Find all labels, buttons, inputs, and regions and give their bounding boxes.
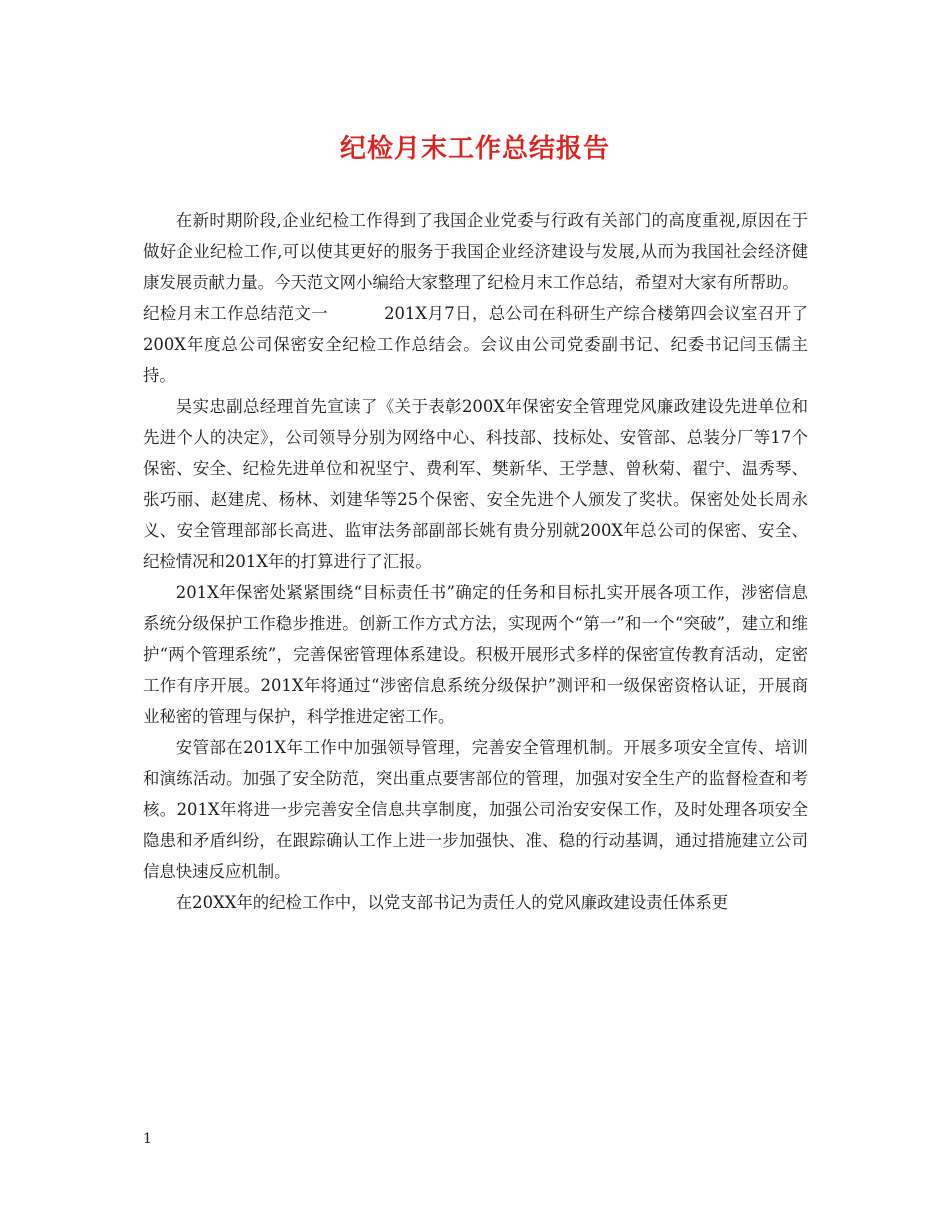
document-title: 纪检月末工作总结报告	[339, 134, 610, 164]
intro-paragraph: 在新时期阶段,企业纪检工作得到了我国企业党委与行政有关部门的高度重视,原因在于做好企业纪检工作,可以使其更好的服务于我国企业经济建设与发展,从而为我国社会经济健康发展贡献力量。今天范文网小编给大家整理了纪检月末工作总结，希望对大家有所帮助。	[143, 211, 808, 292]
page-number: 1	[143, 1131, 152, 1147]
awards-paragraph: 吴实忠副总经理首先宣读了《关于表彰200X年保密安全管理党风廉政建设先进单位和先进个人的决定》，公司领导分别为网络中心、科技部、技标处、安管部、总装分厂等17个保密、安全、纪检先进单位和祝坚宁、费利军、樊新华、王学慧、曾秋菊、翟宁、温秀琴、张巧丽、赵建虎、杨林、刘建华等25个保密、安全先进个人颁发了奖状。保密处处长周永义、安全管理部部长高进、监审法务部副部长姚有贵分别就200X年总公司的保密、安全、纪检情况和201X年的打算进行了汇报。	[143, 397, 808, 571]
safety-paragraph: 安管部在201X年工作中加强领导管理，完善安全管理机制。开展多项安全宣传、培训和演练活动。加强了安全防范，突出重点要害部位的管理，加强对安全生产的监督检查和考核。201X年将进一步完善安全信息共享制度，加强公司治安安保工作，及时处理各项安全隐患和矛盾纠纷，在跟踪确认工作上进一步加强快、准、稳的行动基调，通过措施建立公司信息快速反应机制。	[143, 738, 808, 881]
sample-label: 纪检月末工作总结范文一	[143, 304, 329, 323]
sample-text: 201X月7日，总公司在科研生产综合楼第四会议室召开了200X年度总公司保密安全纪检工作总结会。会议由公司党委副书记、纪委书记闫玉儒主持。	[143, 304, 808, 385]
secrecy-paragraph: 201X年保密处紧紧围绕“目标责任书”确定的任务和目标扎实开展各项工作，涉密信息系统分级保护工作稳步推进。创新工作方式方法，实现两个“第一”和一个“突破”，建立和维护“两个管理系统”，完善保密管理体系建设。积极开展形式多样的保密宣传教育活动，定密工作有序开展。201X年将通过“涉密信息系统分级保护”测评和一级保密资格认证，开展商业秘密的管理与保护，科学推进定密工作。	[143, 583, 808, 726]
document-body	[143, 205, 808, 918]
discipline-paragraph: 在20XX年的纪检工作中，以党支部书记为责任人的党风廉政建设责任体系更	[175, 893, 729, 912]
sample-paragraph	[143, 298, 808, 391]
